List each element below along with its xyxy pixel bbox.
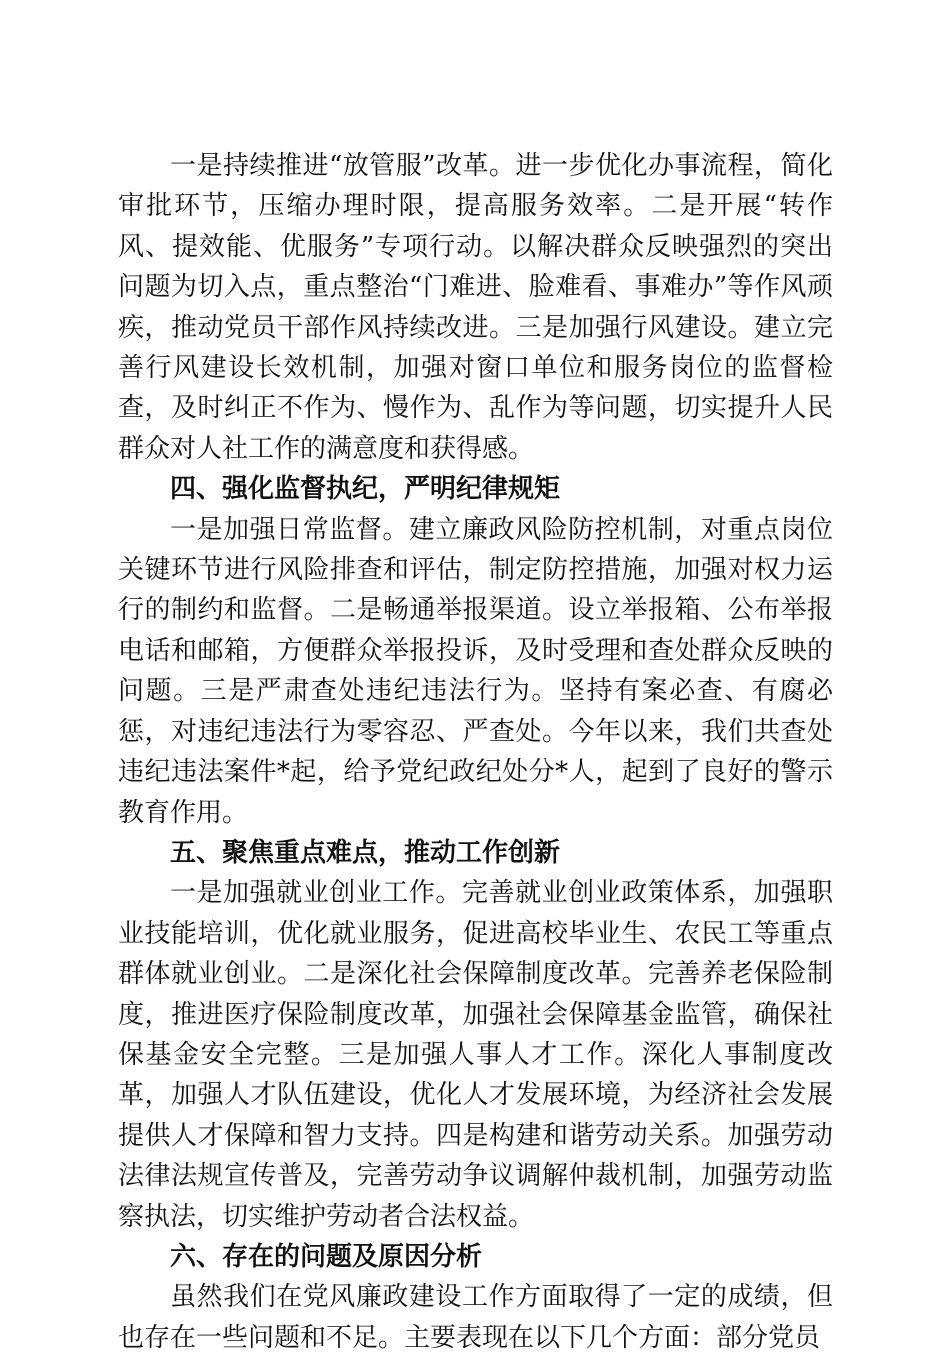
body-paragraph: 一是持续推进“放管服”改革。进一步优化办事流程，简化审批环节，压缩办理时限，提高服务效率。二是开展“转作风、提效能、优服务”专项行动。以解决群众反映强烈的突出问题为切入点，重点整治“门难进、脸难看、事难办”等作风顽疾，推动党员干部作风持续改进。三是加强行风建设。建立完善行风建设长效机制，加强对窗口单位和服务岗位的监督检查，及时纠正不作为、慢作为、乱作为等问题，切实提升人民群众对人社工作的满意度和获得感。 — [118, 151, 833, 464]
body-paragraph: 一是加强日常监督。建立廉政风险防控机制，对重点岗位关键环节进行风险排查和评估，制定防控措施，加强对权力运行的制约和监督。二是畅通举报渠道。设立举报箱、公布举报电话和邮箱，方便群众举报投诉，及时受理和查处群众反映的问题。三是严肃查处违纪违法行为。坚持有案必查、有腐必惩，对违纪违法行为零容忍、严查处。今年以来，我们共查处违纪违法案件*起，给予党纪政纪处分*人，起到了良好的警示教育作用。 — [118, 514, 833, 828]
section-heading: 四、强化监督执纪，严明纪律规矩 — [170, 474, 561, 505]
body-paragraph: 一是加强就业创业工作。完善就业创业政策体系，加强职业技能培训，优化就业服务，促进高校毕业生、农民工等重点群体就业创业。二是深化社会保障制度改革。完善养老保险制度，推进医疗保险制度改革，加强社会保障基金监管，确保社保基金安全完整。三是加强人事人才工作。深化人事制度改革，加强人才队伍建设，优化人才发展环境，为经济社会发展提供人才保障和智力支持。四是构建和谐劳动关系。加强劳动法律法规宣传普及，完善劳动争议调解仲裁机制，加强劳动监察执法，切实维护劳动者合法权益。 — [118, 878, 833, 1232]
section-heading: 五、聚焦重点难点，推动工作创新 — [170, 837, 561, 868]
body-paragraph: 虽然我们在党风廉政建设工作方面取得了一定的成绩，但也存在一些问题和不足。主要表现在以下几个方面：部分党员 — [118, 1282, 833, 1353]
section-heading: 六、存在的问题及原因分析 — [170, 1241, 483, 1272]
document-body — [118, 146, 833, 1358]
